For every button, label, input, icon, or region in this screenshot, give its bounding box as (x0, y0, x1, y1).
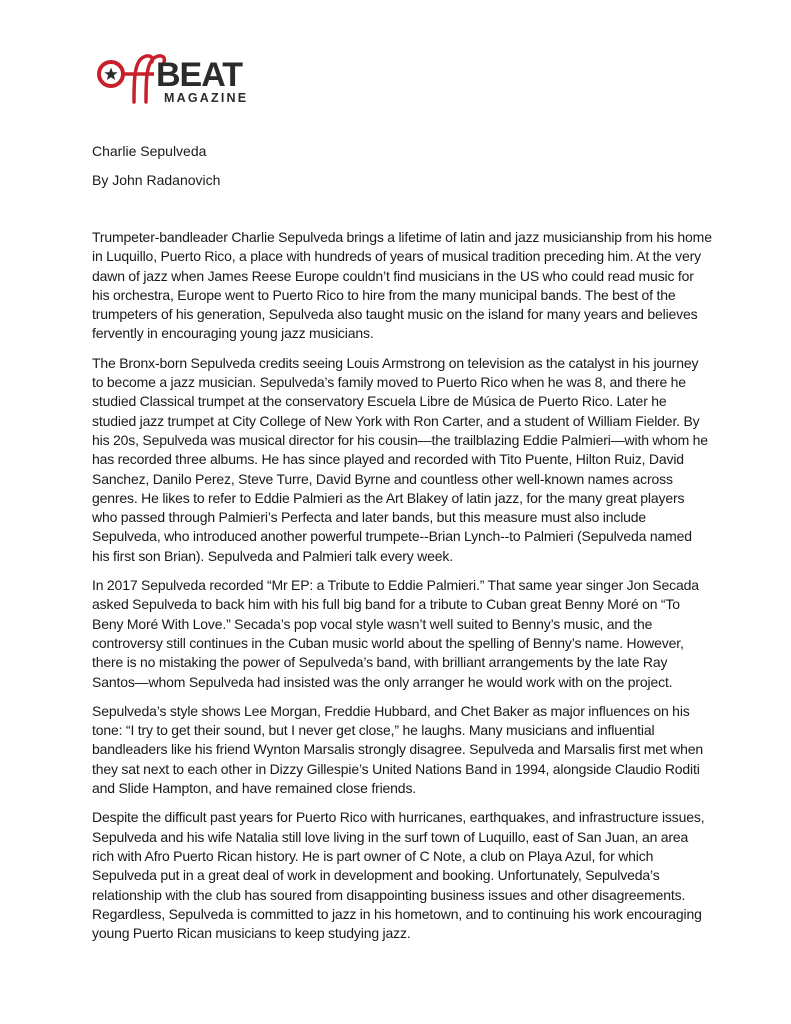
article-paragraph: Despite the difficult past years for Puerto Rico with hurricanes, earthquakes, and infrastructure issues, Sepulveda and his wife Natalia still love living in the surf town of Luquillo, east of San Juan, an area rich with Afro Puerto Rican history. He is part owner of C Note, a club on Playa Azul, for which Sepulveda put in a great deal of work in development and booking. Unfortunately, Sepulveda’s relationship with the club has soured from disappointing business issues and other disagreements. Regardless, Sepulveda is committed to jazz in his hometown, and to continuing his work encouraging young Puerto Rican musicians to keep studying jazz. (92, 809, 705, 942)
article-paragraph: In 2017 Sepulveda recorded “Mr EP: a Tribute to Eddie Palmieri.” That same year singer Jon Secada asked Sepulveda to back him with his full big band for a tribute to Cuban great Benny Moré on “To Beny Moré With Love.” Secada’s pop vocal style wasn’t well suited to Benny’s music, and the controversy still continues in the Cuban music world about the spelling of Benny’s name. However, there is no mistaking the power of Sepulveda’s band, with brilliant arrangements by the late Ray Santos—whom Sepulveda had insisted was the only arranger he would work with on the project. (92, 577, 699, 690)
article-paragraph: Trumpeter-bandleader Charlie Sepulveda brings a lifetime of latin and jazz musicianship from his home in Luquillo, Puerto Rico, a place with hundreds of years of musical tradition preceding him. At the very dawn of jazz when James Reese Europe couldn’t find musicians in the US who could read music for his orchestra, Europe went to Puerto Rico to hire from the many municipal bands. The best of the trumpeters of his generation, Sepulveda also taught music on the island for many years and believes fervently in encouraging young jazz musicians. (92, 229, 712, 342)
article-byline: By John Radanovich (92, 172, 221, 188)
svg-text:MAGAZINE: MAGAZINE (164, 91, 249, 105)
article-title: Charlie Sepulveda (92, 143, 207, 159)
offbeat-magazine-logo (94, 52, 264, 108)
svg-text:BEAT: BEAT (156, 56, 243, 94)
article-paragraph: Sepulveda’s style shows Lee Morgan, Freddie Hubbard, and Chet Baker as major influences on his tone: “I try to get their sound, but I never get close,” he laughs. Many musicians and influential bandleaders like his friend Wynton Marsalis strongly disagree. Sepulveda and Marsalis first met when they sat next to each other in Dizzy Gillespie’s United Nations Band in 1994, alongside Claudio Roditi and Slide Hampton, and have remained close friends. (92, 702, 704, 797)
article-paragraph: The Bronx-born Sepulveda credits seeing Louis Armstrong on television as the catalyst in his journey to become a jazz musician. Sepulveda’s family moved to Puerto Rico when he was 8, and there he studied Classical trumpet at the conservatory Escuela Libre de Música de Puerto Rico. Later he studied jazz trumpet at City College of New York with Ron Carter, and a student of William Fielder. By his 20s, Sepulveda was musical director for his cousin—the trailblazing Eddie Palmieri—with whom he has recorded three albums. He has since played and recorded with Tito Puente, Hilton Ruiz, David Sanchez, Danilo Perez, Steve Turre, David Byrne and countless other well-known names across genres. He likes to refer to Eddie Palmieri as the Art Blakey of latin jazz, for the many great players who passed through Palmieri’s Perfecta and later bands, but this measure must also include Sepulveda, who introduced another powerful trumpete--Brian Lynch--to Palmieri (Sepulveda named his first son Brian). Sepulveda and Palmieri talk every week. (92, 354, 708, 564)
star-icon (104, 68, 117, 81)
article (92, 142, 712, 953)
